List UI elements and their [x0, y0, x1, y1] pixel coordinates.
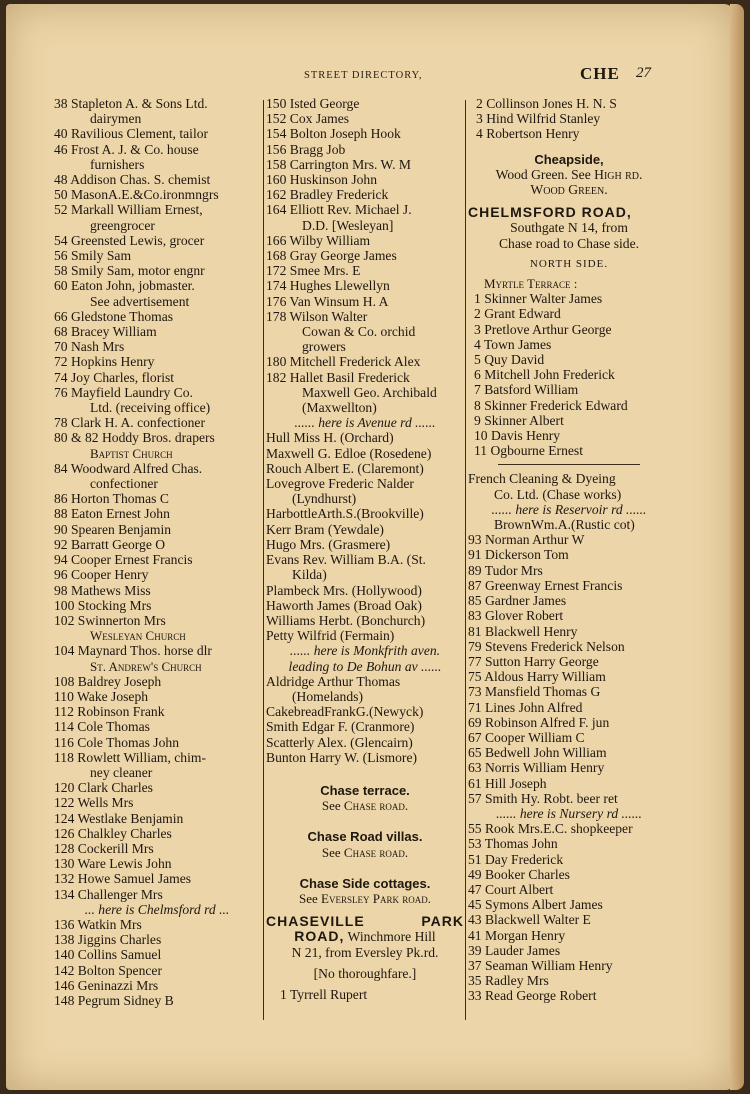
- list-item: 73 Mansfield Thomas G: [468, 684, 601, 700]
- list-item: 100 Stocking Mrs: [54, 597, 152, 613]
- list-item: 108 Baldrey Joseph: [54, 673, 162, 689]
- see-ref: Eversley Park road.: [321, 890, 431, 906]
- list-item: 94 Cooper Ernest Francis: [54, 552, 193, 568]
- list-item: Haworth James (Broad Oak): [266, 597, 422, 613]
- list-item: 68 Bracey William: [54, 324, 157, 340]
- list-item: 92 Barratt George O: [54, 536, 166, 552]
- street-name: CHASEVILLE PARK: [266, 913, 464, 930]
- street-name: CHELMSFORD ROAD,: [468, 204, 632, 221]
- list-item: Plambeck Mrs. (Hollywood): [266, 582, 422, 598]
- list-item: 130 Ware Lewis John: [54, 856, 172, 872]
- section-title: Chase Road villas.: [307, 829, 423, 845]
- list-item: 152 Cox James: [266, 111, 350, 127]
- see-reference: [266, 845, 464, 860]
- list-item: 52 Markall William Ernest,: [54, 202, 203, 218]
- chase-road-continued: [266, 96, 464, 765]
- list-item: Evans Rev. William B.A. (St.: [266, 552, 426, 568]
- entry-continuation: dairymen: [90, 111, 142, 127]
- list-item: 43 Blackwell Walter E: [468, 912, 591, 928]
- cheapside-ref: [468, 167, 670, 197]
- chaseville-park-road: [266, 914, 464, 1002]
- entry-continuation: Co. Ltd. (Chase works): [494, 486, 622, 502]
- street-desc: [266, 929, 464, 944]
- entry-continuation: (Homelands): [292, 688, 363, 704]
- here-is-marker: ...... here is Reservoir rd ......: [491, 501, 647, 517]
- list-item: 60 Eaton John, jobmaster.: [54, 278, 195, 294]
- entry-continuation: furnishers: [90, 156, 145, 172]
- list-item: 40 Ravilious Clement, tailor: [54, 126, 209, 142]
- list-item: 69 Robinson Alfred F. jun: [468, 714, 610, 730]
- street-desc: Southgate N 14, from: [510, 220, 628, 236]
- list-item: 128 Cockerill Mrs: [54, 840, 154, 856]
- page-edge: [730, 4, 744, 1090]
- list-item: 102 Swinnerton Mrs: [54, 612, 166, 628]
- list-item: Scatterly Alex. (Glencairn): [266, 734, 413, 750]
- here-is-marker: ...... here is Avenue rd ......: [294, 415, 436, 431]
- list-item: 86 Horton Thomas C: [54, 491, 169, 507]
- list-item: 142 Bolton Spencer: [54, 962, 162, 978]
- column-1: [54, 96, 260, 1008]
- list-item: 49 Booker Charles: [468, 866, 570, 882]
- list-item: 39 Lauder James: [468, 942, 561, 958]
- list-item: 75 Aldous Harry William: [468, 669, 606, 685]
- list-item: Hugo Mrs. (Grasmere): [266, 536, 391, 552]
- list-item: 35 Radley Mrs: [468, 973, 549, 989]
- see-prefix: See: [321, 798, 341, 814]
- list-item: 78 Clark H. A. confectioner: [54, 415, 205, 431]
- entry-continuation: See advertisement: [90, 293, 190, 309]
- list-item: 87 Greenway Ernest Francis: [468, 577, 623, 593]
- list-item: CakebreadFrankG.(Newyck): [266, 704, 424, 720]
- street-note: [No thoroughfare.]: [313, 965, 417, 981]
- list-item: 150 Isted George: [266, 96, 360, 111]
- chaseville-continued: [468, 96, 670, 142]
- entry-continuation: (Lyndhurst): [292, 491, 357, 507]
- list-item: 3 Hind Wilfrid Stanley: [476, 111, 601, 127]
- list-item: 140 Collins Samuel: [54, 947, 162, 963]
- cross-references: [266, 783, 464, 906]
- list-item: 10 Davis Henry: [474, 428, 561, 444]
- list-item: 57 Smith Hy. Robt. beer ret: [468, 790, 618, 806]
- here-is-marker: ...... here is Nursery rd ......: [496, 805, 642, 821]
- list-item: Williams Herbt. (Bonchurch): [266, 612, 426, 628]
- list-item: 71 Lines John Alfred: [468, 699, 583, 715]
- column-divider: [465, 100, 466, 1020]
- list-item: 56 Smily Sam: [54, 248, 132, 264]
- church-label: Baptist Church: [90, 445, 173, 461]
- list-item: HarbottleArth.S.(Brookville): [266, 506, 424, 522]
- list-item: Aldridge Arthur Thomas: [266, 673, 401, 689]
- page-number: 27: [636, 65, 651, 81]
- list-item: Lovegrove Frederic Nalder: [266, 476, 414, 492]
- list-item: 38 Stapleton A. & Sons Ltd.: [54, 96, 208, 111]
- list-item: 67 Cooper William C: [468, 729, 585, 745]
- column-2: [266, 96, 464, 1002]
- list-item: 2 Grant Edward: [474, 306, 561, 322]
- list-item: 96 Cooper Henry: [54, 567, 149, 583]
- list-item: 84 Woodward Alfred Chas.: [54, 460, 203, 476]
- divider: [498, 464, 640, 465]
- list-item: 79 Stevens Frederick Nelson: [468, 638, 625, 654]
- street-locality: Winchmore Hill: [344, 929, 436, 945]
- see-line: [468, 167, 670, 182]
- terrace-heading: Myrtle Terrace :: [484, 276, 578, 292]
- list-item: 70 Nash Mrs: [54, 339, 125, 355]
- running-title: STREET DIRECTORY,: [304, 70, 423, 81]
- list-item: 51 Day Frederick: [468, 851, 564, 867]
- list-item: 166 Wilby William: [266, 232, 371, 248]
- entry-continuation: ney cleaner: [90, 764, 153, 780]
- list-item: 90 Spearen Benjamin: [54, 521, 172, 537]
- list-item: 122 Wells Mrs: [54, 795, 134, 811]
- list-item: 180 Mitchell Frederick Alex: [266, 354, 421, 370]
- see-prefix: Wood Green. See: [495, 166, 595, 182]
- list-item: 45 Symons Albert James: [468, 897, 603, 913]
- list-item: 47 Court Albert: [468, 881, 554, 897]
- list-item: 136 Watkin Mrs: [54, 916, 142, 932]
- list-item: 53 Thomas John: [468, 836, 558, 852]
- list-item: 2 Collinson Jones H. N. S: [476, 96, 617, 111]
- here-is-marker: ...... here is Monkfrith aven.: [289, 643, 441, 659]
- list-item: 132 Howe Samuel James: [54, 871, 192, 887]
- list-item: 8 Skinner Frederick Edward: [474, 397, 628, 413]
- list-item: 120 Clark Charles: [54, 780, 153, 796]
- list-item: 65 Bedwell John William: [468, 745, 607, 761]
- list-item: 126 Chalkley Charles: [54, 825, 172, 841]
- entry-continuation: greengrocer: [90, 217, 155, 233]
- section-title: Chase Side cottages.: [299, 875, 431, 891]
- list-item: 178 Wilson Walter: [266, 308, 368, 324]
- list-item: 138 Jiggins Charles: [54, 932, 162, 948]
- list-item: 162 Bradley Frederick: [266, 187, 389, 203]
- list-item: 158 Carrington Mrs. W. M: [266, 156, 412, 172]
- see-ref: High rd.: [594, 166, 643, 182]
- list-item: 9 Skinner Albert: [474, 412, 564, 428]
- list-item: 148 Pegrum Sidney B: [54, 992, 174, 1008]
- list-item: 160 Huskinson John: [266, 172, 378, 188]
- list-item: 114 Cole Thomas: [54, 719, 150, 735]
- list-item: 110 Wake Joseph: [54, 688, 149, 704]
- entry-continuation: Maxwell Geo. Archibald: [302, 384, 437, 400]
- list-item: 88 Eaton Ernest John: [54, 506, 170, 522]
- list-item: 77 Sutton Harry George: [468, 653, 599, 669]
- see-reference: [266, 891, 464, 906]
- list-item: 83 Glover Robert: [468, 608, 564, 624]
- entry-continuation: Ltd. (receiving office): [90, 400, 211, 416]
- list-item: 58 Smily Sam, motor engnr: [54, 263, 205, 279]
- list-item: 3 Pretlove Arthur George: [474, 321, 612, 337]
- list-item: 4 Robertson Henry: [476, 126, 580, 142]
- list-item: 174 Hughes Llewellyn: [266, 278, 390, 294]
- list-item: 1 Tyrrell Rupert: [280, 986, 368, 1002]
- chelmsford-road: [468, 205, 670, 291]
- list-item: 61 Hill Joseph: [468, 775, 547, 791]
- entry-continuation: Cowan & Co. orchid: [302, 324, 416, 340]
- list-item: Smith Edgar F. (Cranmore): [266, 719, 415, 735]
- list-item: 98 Mathews Miss: [54, 582, 151, 598]
- list-item: 118 Rowlett William, chim-: [54, 749, 206, 765]
- myrtle-terrace-list: [468, 291, 670, 458]
- list-item: 172 Smee Mrs. E: [266, 263, 361, 279]
- list-item: 176 Van Winsum H. A: [266, 293, 389, 309]
- entry-continuation: growers: [302, 339, 346, 355]
- here-is-marker: leading to De Bohun av ......: [288, 658, 442, 674]
- list-item: Petty Wilfrid (Fermain): [266, 628, 395, 644]
- page-header: [6, 64, 734, 88]
- list-item: 85 Gardner James: [468, 593, 567, 609]
- here-is-marker: ... here is Chelmsford rd ...: [84, 901, 230, 917]
- section-title: Chase terrace.: [320, 782, 410, 798]
- list-item: 72 Hopkins Henry: [54, 354, 155, 370]
- list-item: 37 Seaman William Henry: [468, 957, 613, 973]
- church-label: St. Andrew's Church: [90, 658, 202, 674]
- list-item: Maxwell G. Edloe (Rosedene): [266, 445, 432, 461]
- street-route: N 21, from Eversley Pk.rd.: [291, 944, 439, 960]
- see-ref: Chase road.: [343, 798, 409, 814]
- list-item: Bunton Harry W. (Lismore): [266, 749, 418, 765]
- column-divider: [263, 100, 264, 1020]
- list-item: 134 Challenger Mrs: [54, 886, 163, 902]
- see-reference: [266, 798, 464, 813]
- list-item: 164 Elliott Rev. Michael J.: [266, 202, 412, 218]
- list-item: 33 Read George Robert: [468, 988, 597, 1004]
- list-item: 54 Greensted Lewis, grocer: [54, 232, 205, 248]
- list-item: 11 Ogbourne Ernest: [474, 443, 583, 459]
- directory-page: [6, 4, 734, 1090]
- street-route: Chase road to Chase side.: [498, 235, 640, 251]
- list-item: 112 Robinson Frank: [54, 704, 165, 720]
- list-item: 168 Gray George James: [266, 248, 397, 264]
- list-item: 76 Mayfield Laundry Co.: [54, 384, 193, 400]
- list-item: 6 Mitchell John Frederick: [474, 367, 615, 383]
- list-item: 91 Dickerson Tom: [468, 547, 569, 563]
- list-item: 116 Cole Thomas John: [54, 734, 179, 750]
- list-item: 154 Bolton Joseph Hook: [266, 126, 401, 142]
- list-item: 1 Skinner Walter James: [474, 291, 603, 307]
- chelmsford-list: [468, 471, 670, 1003]
- list-item: 55 Rook Mrs.E.C. shopkeeper: [468, 821, 633, 837]
- list-item: 48 Addison Chas. S. chemist: [54, 172, 211, 188]
- list-item: 80 & 82 Hoddy Bros. drapers: [54, 430, 215, 446]
- entry-continuation: (Maxwellton): [302, 400, 377, 416]
- list-item: 93 Norman Arthur W: [468, 532, 585, 548]
- list-item: Kerr Bram (Yewdale): [266, 521, 384, 537]
- list-item: 156 Bragg Job: [266, 141, 346, 157]
- list-item: 4 Town James: [474, 336, 552, 352]
- street-name-cont: ROAD,: [294, 928, 345, 945]
- see-prefix: See: [299, 890, 318, 906]
- list-item: 46 Frost A. J. & Co. house: [54, 141, 199, 157]
- list-item: 66 Gledstone Thomas: [54, 308, 174, 324]
- see-ref: Chase road.: [343, 844, 409, 860]
- church-label: Wesleyan Church: [90, 628, 186, 644]
- entry-continuation: Kilda): [292, 567, 327, 583]
- list-item: 41 Morgan Henry: [468, 927, 566, 943]
- side-heading: NORTH SIDE.: [529, 257, 609, 270]
- list-item: 7 Batsford William: [474, 382, 579, 398]
- list-item: 89 Tudor Mrs: [468, 562, 543, 578]
- list-item: 124 Westlake Benjamin: [54, 810, 184, 826]
- see-ref-2: Wood Green.: [530, 182, 608, 198]
- list-item: Hull Miss H. (Orchard): [266, 430, 394, 446]
- list-item: French Cleaning & Dyeing: [468, 471, 616, 487]
- list-item: 74 Joy Charles, florist: [54, 369, 175, 385]
- section-title: Cheapside,: [534, 151, 604, 167]
- column-3: [468, 96, 670, 1004]
- list-item: 104 Maynard Thos. horse dlr: [54, 643, 212, 659]
- entry-continuation: D.D. [Wesleyan]: [302, 217, 394, 233]
- list-item: 81 Blackwell Henry: [468, 623, 578, 639]
- section-abbrev: CHE: [580, 64, 620, 83]
- list-item: 5 Quy David: [474, 352, 545, 368]
- entry-continuation: BrownWm.A.(Rustic cot): [494, 517, 635, 533]
- see-prefix: See: [321, 844, 341, 860]
- list-item: 63 Norris William Henry: [468, 760, 605, 776]
- entry-continuation: confectioner: [90, 476, 158, 492]
- list-item: Rouch Albert E. (Claremont): [266, 460, 424, 476]
- list-item: 182 Hallet Basil Frederick: [266, 369, 410, 385]
- list-item: 146 Geninazzi Mrs: [54, 977, 159, 993]
- list-item: 50 MasonA.E.&Co.ironmngrs: [54, 187, 219, 203]
